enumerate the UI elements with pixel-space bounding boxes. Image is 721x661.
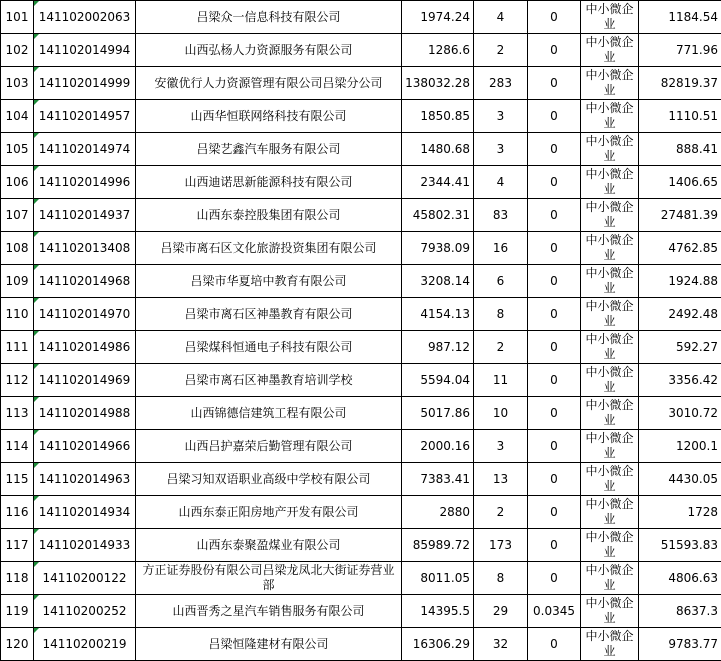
amount-cell: 987.12 [402, 331, 474, 364]
count-cell: 16 [474, 232, 528, 265]
unit-code-cell: 141102014934 [34, 496, 136, 529]
row-number-cell: 110 [1, 298, 34, 331]
enterprise-type-cell: 中小微企业 [581, 562, 639, 595]
enterprise-type-cell: 中小微企业 [581, 430, 639, 463]
rate-cell: 0 [528, 232, 581, 265]
count-cell: 8 [474, 298, 528, 331]
subsidy-cell: 8637.3 [639, 595, 721, 628]
unit-code-cell: 14110200219 [34, 628, 136, 661]
table-row [1, 133, 721, 166]
company-name-cell: 山西东泰聚盈煤业有限公司 [136, 529, 402, 562]
company-name-cell: 吕梁习知双语职业高级中学校有限公司 [136, 463, 402, 496]
amount-cell: 7383.41 [402, 463, 474, 496]
rate-cell: 0.0345 [528, 595, 581, 628]
rate-cell: 0 [528, 298, 581, 331]
rate-cell: 0 [528, 166, 581, 199]
count-cell: 173 [474, 529, 528, 562]
table-row [1, 331, 721, 364]
amount-cell: 2880 [402, 496, 474, 529]
row-number-cell: 119 [1, 595, 34, 628]
enterprise-type-cell: 中小微企业 [581, 364, 639, 397]
unit-code-cell: 141102014996 [34, 166, 136, 199]
unit-code-cell: 141102014986 [34, 331, 136, 364]
subsidy-cell: 1406.65 [639, 166, 721, 199]
row-number-cell: 118 [1, 562, 34, 595]
count-cell: 8 [474, 562, 528, 595]
amount-cell: 1974.24 [402, 1, 474, 34]
company-name-cell: 山西晋秀之星汽车销售服务有限公司 [136, 595, 402, 628]
amount-cell: 1850.85 [402, 100, 474, 133]
company-name-cell: 山西吕护嘉荣后勤管理有限公司 [136, 430, 402, 463]
unit-code-cell: 141102013408 [34, 232, 136, 265]
table-row [1, 166, 721, 199]
enterprise-type-cell: 中小微企业 [581, 133, 639, 166]
subsidy-cell: 2492.48 [639, 298, 721, 331]
table-row [1, 298, 721, 331]
table-row [1, 67, 721, 100]
subsidy-cell: 4430.05 [639, 463, 721, 496]
company-name-cell: 吕梁煤科恒通电子科技有限公司 [136, 331, 402, 364]
unit-code-cell: 141102002063 [34, 1, 136, 34]
row-number-cell: 114 [1, 430, 34, 463]
row-number-cell: 117 [1, 529, 34, 562]
rate-cell: 0 [528, 199, 581, 232]
subsidy-cell: 9783.77 [639, 628, 721, 661]
amount-cell: 2000.16 [402, 430, 474, 463]
unit-code-cell: 141102014994 [34, 34, 136, 67]
count-cell: 3 [474, 100, 528, 133]
unit-code-cell: 141102014999 [34, 67, 136, 100]
company-name-cell: 吕梁众一信息科技有限公司 [136, 1, 402, 34]
rate-cell: 0 [528, 562, 581, 595]
amount-cell: 45802.31 [402, 199, 474, 232]
subsidy-cell: 82819.37 [639, 67, 721, 100]
unit-code-cell: 141102014966 [34, 430, 136, 463]
table-row [1, 397, 721, 430]
count-cell: 83 [474, 199, 528, 232]
row-number-cell: 104 [1, 100, 34, 133]
subsidy-cell: 51593.83 [639, 529, 721, 562]
unit-code-cell: 141102014963 [34, 463, 136, 496]
rate-cell: 0 [528, 331, 581, 364]
subsidy-cell: 1110.51 [639, 100, 721, 133]
count-cell: 4 [474, 166, 528, 199]
count-cell: 11 [474, 364, 528, 397]
amount-cell: 5594.04 [402, 364, 474, 397]
table-row [1, 100, 721, 133]
unit-code-cell: 141102014937 [34, 199, 136, 232]
company-name-cell: 吕梁艺鑫汽车服务有限公司 [136, 133, 402, 166]
row-number-cell: 107 [1, 199, 34, 232]
table-row [1, 232, 721, 265]
subsidy-cell: 4806.63 [639, 562, 721, 595]
enterprise-type-cell: 中小微企业 [581, 496, 639, 529]
subsidy-cell: 3356.42 [639, 364, 721, 397]
amount-cell: 1286.6 [402, 34, 474, 67]
subsidy-cell: 1184.54 [639, 1, 721, 34]
row-number-cell: 115 [1, 463, 34, 496]
rate-cell: 0 [528, 34, 581, 67]
enterprise-type-cell: 中小微企业 [581, 199, 639, 232]
amount-cell: 7938.09 [402, 232, 474, 265]
company-name-cell: 吕梁市离石区文化旅游投资集团有限公司 [136, 232, 402, 265]
count-cell: 2 [474, 331, 528, 364]
table-row [1, 496, 721, 529]
company-name-cell: 吕梁市离石区神墨教育培训学校 [136, 364, 402, 397]
row-number-cell: 102 [1, 34, 34, 67]
unit-code-cell: 14110200252 [34, 595, 136, 628]
amount-cell: 8011.05 [402, 562, 474, 595]
subsidy-cell: 771.96 [639, 34, 721, 67]
table-row [1, 34, 721, 67]
enterprise-type-cell: 中小微企业 [581, 463, 639, 496]
rate-cell: 0 [528, 265, 581, 298]
enterprise-type-cell: 中小微企业 [581, 67, 639, 100]
table-row [1, 562, 721, 595]
rate-cell: 0 [528, 133, 581, 166]
amount-cell: 138032.28 [402, 67, 474, 100]
company-name-cell: 吕梁恒隆建材有限公司 [136, 628, 402, 661]
company-name-cell: 山西东泰正阳房地产开发有限公司 [136, 496, 402, 529]
subsidy-cell: 4762.85 [639, 232, 721, 265]
row-number-cell: 105 [1, 133, 34, 166]
rate-cell: 0 [528, 496, 581, 529]
table-row [1, 1, 721, 34]
count-cell: 6 [474, 265, 528, 298]
amount-cell: 16306.29 [402, 628, 474, 661]
rate-cell: 0 [528, 67, 581, 100]
count-cell: 283 [474, 67, 528, 100]
row-number-cell: 120 [1, 628, 34, 661]
amount-cell: 3208.14 [402, 265, 474, 298]
amount-cell: 5017.86 [402, 397, 474, 430]
company-name-cell: 山西弘杨人力资源服务有限公司 [136, 34, 402, 67]
table-row [1, 463, 721, 496]
amount-cell: 4154.13 [402, 298, 474, 331]
count-cell: 3 [474, 133, 528, 166]
table-row [1, 628, 721, 661]
rate-cell: 0 [528, 397, 581, 430]
rate-cell: 0 [528, 430, 581, 463]
subsidy-cell: 3010.72 [639, 397, 721, 430]
enterprise-type-cell: 中小微企业 [581, 628, 639, 661]
enterprise-type-cell: 中小微企业 [581, 265, 639, 298]
count-cell: 32 [474, 628, 528, 661]
row-number-cell: 112 [1, 364, 34, 397]
unit-code-cell: 141102014974 [34, 133, 136, 166]
enterprise-type-cell: 中小微企业 [581, 166, 639, 199]
company-name-cell: 山西华恒联网络科技有限公司 [136, 100, 402, 133]
row-number-cell: 109 [1, 265, 34, 298]
unit-code-cell: 141102014988 [34, 397, 136, 430]
unit-code-cell: 141102014970 [34, 298, 136, 331]
row-number-cell: 108 [1, 232, 34, 265]
rate-cell: 0 [528, 364, 581, 397]
table-row [1, 364, 721, 397]
unit-code-cell: 14110200122 [34, 562, 136, 595]
subsidy-cell: 1200.1 [639, 430, 721, 463]
subsidy-cell: 888.41 [639, 133, 721, 166]
rate-cell: 0 [528, 100, 581, 133]
enterprise-type-cell: 中小微企业 [581, 1, 639, 34]
company-name-cell: 吕梁市离石区神墨教育有限公司 [136, 298, 402, 331]
enterprise-type-cell: 中小微企业 [581, 34, 639, 67]
row-number-cell: 113 [1, 397, 34, 430]
row-number-cell: 106 [1, 166, 34, 199]
table-row [1, 430, 721, 463]
rate-cell: 0 [528, 628, 581, 661]
amount-cell: 85989.72 [402, 529, 474, 562]
count-cell: 3 [474, 430, 528, 463]
amount-cell: 14395.5 [402, 595, 474, 628]
subsidy-cell: 27481.39 [639, 199, 721, 232]
table-body [1, 1, 721, 661]
rate-cell: 0 [528, 1, 581, 34]
count-cell: 2 [474, 496, 528, 529]
company-name-cell: 方正证券股份有限公司吕梁龙凤北大街证券营业部 [136, 562, 402, 595]
table-row [1, 595, 721, 628]
count-cell: 4 [474, 1, 528, 34]
company-name-cell: 安徽优行人力资源管理有限公司吕梁分公司 [136, 67, 402, 100]
enterprise-type-cell: 中小微企业 [581, 100, 639, 133]
unit-code-cell: 141102014968 [34, 265, 136, 298]
enterprise-type-cell: 中小微企业 [581, 595, 639, 628]
rate-cell: 0 [528, 463, 581, 496]
enterprise-type-cell: 中小微企业 [581, 397, 639, 430]
enterprise-type-cell: 中小微企业 [581, 298, 639, 331]
company-name-cell: 山西锦德信建筑工程有限公司 [136, 397, 402, 430]
amount-cell: 2344.41 [402, 166, 474, 199]
table-row [1, 529, 721, 562]
enterprise-type-cell: 中小微企业 [581, 529, 639, 562]
enterprise-type-cell: 中小微企业 [581, 331, 639, 364]
count-cell: 13 [474, 463, 528, 496]
count-cell: 10 [474, 397, 528, 430]
company-name-cell: 山西东泰控股集团有限公司 [136, 199, 402, 232]
row-number-cell: 103 [1, 67, 34, 100]
enterprise-type-cell: 中小微企业 [581, 232, 639, 265]
row-number-cell: 111 [1, 331, 34, 364]
count-cell: 29 [474, 595, 528, 628]
table-row [1, 199, 721, 232]
table-row [1, 265, 721, 298]
row-number-cell: 116 [1, 496, 34, 529]
amount-cell: 1480.68 [402, 133, 474, 166]
subsidy-cell: 1728 [639, 496, 721, 529]
rate-cell: 0 [528, 529, 581, 562]
company-name-cell: 吕梁市华夏培中教育有限公司 [136, 265, 402, 298]
unit-code-cell: 141102014933 [34, 529, 136, 562]
company-name-cell: 山西迪诺思新能源科技有限公司 [136, 166, 402, 199]
unit-code-cell: 141102014969 [34, 364, 136, 397]
subsidy-cell: 592.27 [639, 331, 721, 364]
unit-code-cell: 141102014957 [34, 100, 136, 133]
subsidy-cell: 1924.88 [639, 265, 721, 298]
row-number-cell: 101 [1, 1, 34, 34]
count-cell: 2 [474, 34, 528, 67]
